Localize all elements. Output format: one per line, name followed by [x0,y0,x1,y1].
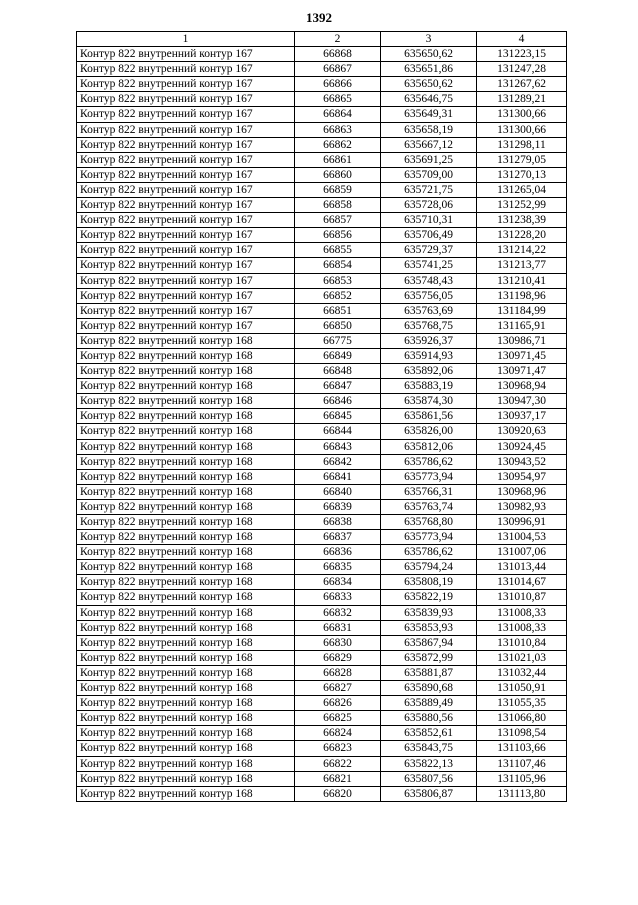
point-number-cell: 66852 [295,288,381,303]
contour-name-cell: Контур 822 внутренний контур 167 [77,152,295,167]
y-coordinate-cell: 130947,30 [477,394,567,409]
x-coordinate-cell: 635768,80 [381,515,477,530]
x-coordinate-cell: 635650,62 [381,77,477,92]
contour-name-cell: Контур 822 внутренний контур 168 [77,741,295,756]
y-coordinate-cell: 131223,15 [477,47,567,62]
y-coordinate-cell: 131214,22 [477,243,567,258]
y-coordinate-cell: 131021,03 [477,650,567,665]
point-number-cell: 66822 [295,756,381,771]
table-row [77,394,567,409]
contour-name-cell: Контур 822 внутренний контур 168 [77,771,295,786]
contour-name-cell: Контур 822 внутренний контур 168 [77,454,295,469]
contour-name-cell: Контур 822 внутренний контур 168 [77,499,295,514]
x-coordinate-cell: 635843,75 [381,741,477,756]
point-number-cell: 66864 [295,107,381,122]
table-row [77,741,567,756]
point-number-cell: 66830 [295,635,381,650]
y-coordinate-cell: 131107,46 [477,756,567,771]
column-header-1: 1 [77,32,295,47]
y-coordinate-cell: 131103,66 [477,741,567,756]
y-coordinate-cell: 131300,66 [477,122,567,137]
contour-name-cell: Контур 822 внутренний контур 168 [77,439,295,454]
x-coordinate-cell: 635926,37 [381,333,477,348]
point-number-cell: 66838 [295,515,381,530]
x-coordinate-cell: 635874,30 [381,394,477,409]
point-number-cell: 66826 [295,696,381,711]
contour-name-cell: Контур 822 внутренний контур 167 [77,213,295,228]
point-number-cell: 66860 [295,167,381,182]
table-row [77,318,567,333]
contour-name-cell: Контур 822 внутренний контур 167 [77,258,295,273]
contour-name-cell: Контур 822 внутренний контур 168 [77,424,295,439]
contour-name-cell: Контур 822 внутренний контур 168 [77,605,295,620]
x-coordinate-cell: 635768,75 [381,318,477,333]
x-coordinate-cell: 635808,19 [381,575,477,590]
y-coordinate-cell: 131010,87 [477,590,567,605]
contour-name-cell: Контур 822 внутренний контур 167 [77,167,295,182]
table-row [77,650,567,665]
table-row [77,681,567,696]
y-coordinate-cell: 131238,39 [477,213,567,228]
contour-name-cell: Контур 822 внутренний контур 167 [77,47,295,62]
contour-name-cell: Контур 822 внутренний контур 167 [77,122,295,137]
point-number-cell: 66847 [295,379,381,394]
contour-name-cell: Контур 822 внутренний контур 168 [77,650,295,665]
x-coordinate-cell: 635853,93 [381,620,477,635]
contour-name-cell: Контур 822 внутренний контур 168 [77,786,295,801]
column-header-3: 3 [381,32,477,47]
point-number-cell: 66859 [295,182,381,197]
contour-name-cell: Контур 822 внутренний контур 167 [77,318,295,333]
x-coordinate-cell: 635709,00 [381,167,477,182]
x-coordinate-cell: 635852,61 [381,726,477,741]
y-coordinate-cell: 131008,33 [477,620,567,635]
x-coordinate-cell: 635867,94 [381,635,477,650]
table-row [77,515,567,530]
x-coordinate-cell: 635807,56 [381,771,477,786]
point-number-cell: 66825 [295,711,381,726]
y-coordinate-cell: 130982,93 [477,499,567,514]
y-coordinate-cell: 131300,66 [477,107,567,122]
point-number-cell: 66823 [295,741,381,756]
point-number-cell: 66775 [295,333,381,348]
contour-name-cell: Контур 822 внутренний контур 168 [77,545,295,560]
y-coordinate-cell: 130937,17 [477,409,567,424]
contour-name-cell: Контур 822 внутренний контур 168 [77,635,295,650]
point-number-cell: 66855 [295,243,381,258]
y-coordinate-cell: 130943,52 [477,454,567,469]
contour-name-cell: Контур 822 внутренний контур 168 [77,726,295,741]
point-number-cell: 66840 [295,484,381,499]
contour-name-cell: Контур 822 внутренний контур 167 [77,107,295,122]
y-coordinate-cell: 131270,13 [477,167,567,182]
point-number-cell: 66857 [295,213,381,228]
point-number-cell: 66821 [295,771,381,786]
y-coordinate-cell: 131010,84 [477,635,567,650]
y-coordinate-cell: 131210,41 [477,273,567,288]
y-coordinate-cell: 131032,44 [477,665,567,680]
point-number-cell: 66832 [295,605,381,620]
point-number-cell: 66828 [295,665,381,680]
coordinates-table [76,31,567,802]
y-coordinate-cell: 131013,44 [477,560,567,575]
point-number-cell: 66837 [295,530,381,545]
x-coordinate-cell: 635839,93 [381,605,477,620]
table-row [77,469,567,484]
table-row [77,258,567,273]
x-coordinate-cell: 635826,00 [381,424,477,439]
table-row [77,786,567,801]
x-coordinate-cell: 635763,74 [381,499,477,514]
contour-name-cell: Контур 822 внутренний контур 168 [77,469,295,484]
y-coordinate-cell: 130920,63 [477,424,567,439]
y-coordinate-cell: 131113,80 [477,786,567,801]
table-row [77,348,567,363]
table-row [77,198,567,213]
contour-name-cell: Контур 822 внутренний контур 168 [77,620,295,635]
table-row [77,62,567,77]
x-coordinate-cell: 635650,62 [381,47,477,62]
x-coordinate-cell: 635773,94 [381,469,477,484]
point-number-cell: 66848 [295,364,381,379]
table-row [77,575,567,590]
y-coordinate-cell: 131252,99 [477,198,567,213]
contour-name-cell: Контур 822 внутренний контур 167 [77,198,295,213]
point-number-cell: 66827 [295,681,381,696]
table-row [77,439,567,454]
table-row [77,620,567,635]
contour-name-cell: Контур 822 внутренний контур 168 [77,409,295,424]
contour-name-cell: Контур 822 внутренний контур 167 [77,303,295,318]
x-coordinate-cell: 635812,06 [381,439,477,454]
y-coordinate-cell: 130996,91 [477,515,567,530]
table-row [77,560,567,575]
contour-name-cell: Контур 822 внутренний контур 168 [77,364,295,379]
y-coordinate-cell: 130971,47 [477,364,567,379]
x-coordinate-cell: 635710,31 [381,213,477,228]
table-row [77,635,567,650]
y-coordinate-cell: 131247,28 [477,62,567,77]
point-number-cell: 66831 [295,620,381,635]
table-row [77,590,567,605]
point-number-cell: 66834 [295,575,381,590]
x-coordinate-cell: 635806,87 [381,786,477,801]
x-coordinate-cell: 635872,99 [381,650,477,665]
x-coordinate-cell: 635892,06 [381,364,477,379]
contour-name-cell: Контур 822 внутренний контур 167 [77,77,295,92]
x-coordinate-cell: 635651,86 [381,62,477,77]
contour-name-cell: Контур 822 внутренний контур 168 [77,379,295,394]
table-row [77,484,567,499]
table-body [77,32,567,802]
contour-name-cell: Контур 822 внутренний контур 167 [77,288,295,303]
point-number-cell: 66833 [295,590,381,605]
y-coordinate-cell: 131007,06 [477,545,567,560]
contour-name-cell: Контур 822 внутренний контур 168 [77,394,295,409]
x-coordinate-cell: 635822,13 [381,756,477,771]
table-row [77,228,567,243]
y-coordinate-cell: 130924,45 [477,439,567,454]
x-coordinate-cell: 635658,19 [381,122,477,137]
y-coordinate-cell: 131050,91 [477,681,567,696]
x-coordinate-cell: 635646,75 [381,92,477,107]
table-row [77,499,567,514]
table-row [77,379,567,394]
contour-name-cell: Контур 822 внутренний контур 167 [77,137,295,152]
point-number-cell: 66820 [295,786,381,801]
contour-name-cell: Контур 822 внутренний контур 168 [77,333,295,348]
x-coordinate-cell: 635822,19 [381,590,477,605]
table-row [77,605,567,620]
contour-name-cell: Контур 822 внутренний контур 168 [77,515,295,530]
contour-name-cell: Контур 822 внутренний контур 168 [77,575,295,590]
table-row [77,424,567,439]
contour-name-cell: Контур 822 внутренний контур 167 [77,92,295,107]
y-coordinate-cell: 130968,96 [477,484,567,499]
y-coordinate-cell: 131184,99 [477,303,567,318]
x-coordinate-cell: 635890,68 [381,681,477,696]
y-coordinate-cell: 131004,53 [477,530,567,545]
point-number-cell: 66836 [295,545,381,560]
y-coordinate-cell: 131098,54 [477,726,567,741]
y-coordinate-cell: 131165,91 [477,318,567,333]
x-coordinate-cell: 635786,62 [381,454,477,469]
table-row [77,454,567,469]
table-row [77,409,567,424]
y-coordinate-cell: 131298,11 [477,137,567,152]
point-number-cell: 66851 [295,303,381,318]
x-coordinate-cell: 635649,31 [381,107,477,122]
y-coordinate-cell: 131055,35 [477,696,567,711]
y-coordinate-cell: 131014,67 [477,575,567,590]
point-number-cell: 66824 [295,726,381,741]
table-row [77,167,567,182]
x-coordinate-cell: 635728,06 [381,198,477,213]
table-row [77,665,567,680]
point-number-cell: 66853 [295,273,381,288]
contour-name-cell: Контур 822 внутренний контур 168 [77,665,295,680]
contour-name-cell: Контур 822 внутренний контур 167 [77,228,295,243]
table-row [77,213,567,228]
contour-name-cell: Контур 822 внутренний контур 168 [77,590,295,605]
x-coordinate-cell: 635756,05 [381,288,477,303]
y-coordinate-cell: 130968,94 [477,379,567,394]
table-row [77,726,567,741]
point-number-cell: 66865 [295,92,381,107]
x-coordinate-cell: 635763,69 [381,303,477,318]
y-coordinate-cell: 131105,96 [477,771,567,786]
table-row [77,243,567,258]
x-coordinate-cell: 635706,49 [381,228,477,243]
contour-name-cell: Контур 822 внутренний контур 167 [77,273,295,288]
point-number-cell: 66842 [295,454,381,469]
y-coordinate-cell: 131198,96 [477,288,567,303]
contour-name-cell: Контур 822 внутренний контур 167 [77,243,295,258]
y-coordinate-cell: 130986,71 [477,333,567,348]
table-row [77,77,567,92]
y-coordinate-cell: 131228,20 [477,228,567,243]
x-coordinate-cell: 635773,94 [381,530,477,545]
column-header-4: 4 [477,32,567,47]
point-number-cell: 66854 [295,258,381,273]
point-number-cell: 66862 [295,137,381,152]
y-coordinate-cell: 130954,97 [477,469,567,484]
y-coordinate-cell: 131213,77 [477,258,567,273]
point-number-cell: 66856 [295,228,381,243]
x-coordinate-cell: 635861,56 [381,409,477,424]
table-row [77,47,567,62]
table-row [77,182,567,197]
point-number-cell: 66858 [295,198,381,213]
point-number-cell: 66844 [295,424,381,439]
x-coordinate-cell: 635889,49 [381,696,477,711]
y-coordinate-cell: 131279,05 [477,152,567,167]
x-coordinate-cell: 635748,43 [381,273,477,288]
table-header-row [77,32,567,47]
table-row [77,771,567,786]
table-row [77,711,567,726]
point-number-cell: 66866 [295,77,381,92]
table-row [77,152,567,167]
point-number-cell: 66835 [295,560,381,575]
point-number-cell: 66861 [295,152,381,167]
x-coordinate-cell: 635881,87 [381,665,477,680]
table-row [77,696,567,711]
contour-name-cell: Контур 822 внутренний контур 168 [77,696,295,711]
y-coordinate-cell: 130971,45 [477,348,567,363]
y-coordinate-cell: 131265,04 [477,182,567,197]
page-number: 1392 [306,10,332,25]
x-coordinate-cell: 635729,37 [381,243,477,258]
contour-name-cell: Контур 822 внутренний контур 168 [77,530,295,545]
x-coordinate-cell: 635914,93 [381,348,477,363]
x-coordinate-cell: 635786,62 [381,545,477,560]
contour-name-cell: Контур 822 внутренний контур 167 [77,182,295,197]
contour-name-cell: Контур 822 внутренний контур 168 [77,681,295,696]
y-coordinate-cell: 131289,21 [477,92,567,107]
table-row [77,122,567,137]
table-row [77,756,567,771]
table-row [77,303,567,318]
table-row [77,92,567,107]
point-number-cell: 66829 [295,650,381,665]
table-row [77,273,567,288]
point-number-cell: 66845 [295,409,381,424]
y-coordinate-cell: 131066,80 [477,711,567,726]
x-coordinate-cell: 635766,31 [381,484,477,499]
point-number-cell: 66868 [295,47,381,62]
table-row [77,333,567,348]
contour-name-cell: Контур 822 внутренний контур 168 [77,560,295,575]
table-row [77,545,567,560]
point-number-cell: 66849 [295,348,381,363]
point-number-cell: 66867 [295,62,381,77]
table-row [77,107,567,122]
point-number-cell: 66841 [295,469,381,484]
column-header-2: 2 [295,32,381,47]
table-row [77,530,567,545]
table-row [77,288,567,303]
y-coordinate-cell: 131008,33 [477,605,567,620]
x-coordinate-cell: 635883,19 [381,379,477,394]
contour-name-cell: Контур 822 внутренний контур 168 [77,484,295,499]
point-number-cell: 66850 [295,318,381,333]
table-row [77,137,567,152]
point-number-cell: 66846 [295,394,381,409]
table-row [77,364,567,379]
x-coordinate-cell: 635741,25 [381,258,477,273]
contour-name-cell: Контур 822 внутренний контур 167 [77,62,295,77]
contour-name-cell: Контур 822 внутренний контур 168 [77,711,295,726]
x-coordinate-cell: 635721,75 [381,182,477,197]
contour-name-cell: Контур 822 внутренний контур 168 [77,756,295,771]
x-coordinate-cell: 635880,56 [381,711,477,726]
y-coordinate-cell: 131267,62 [477,77,567,92]
x-coordinate-cell: 635794,24 [381,560,477,575]
x-coordinate-cell: 635691,25 [381,152,477,167]
contour-name-cell: Контур 822 внутренний контур 168 [77,348,295,363]
point-number-cell: 66839 [295,499,381,514]
point-number-cell: 66863 [295,122,381,137]
point-number-cell: 66843 [295,439,381,454]
x-coordinate-cell: 635667,12 [381,137,477,152]
